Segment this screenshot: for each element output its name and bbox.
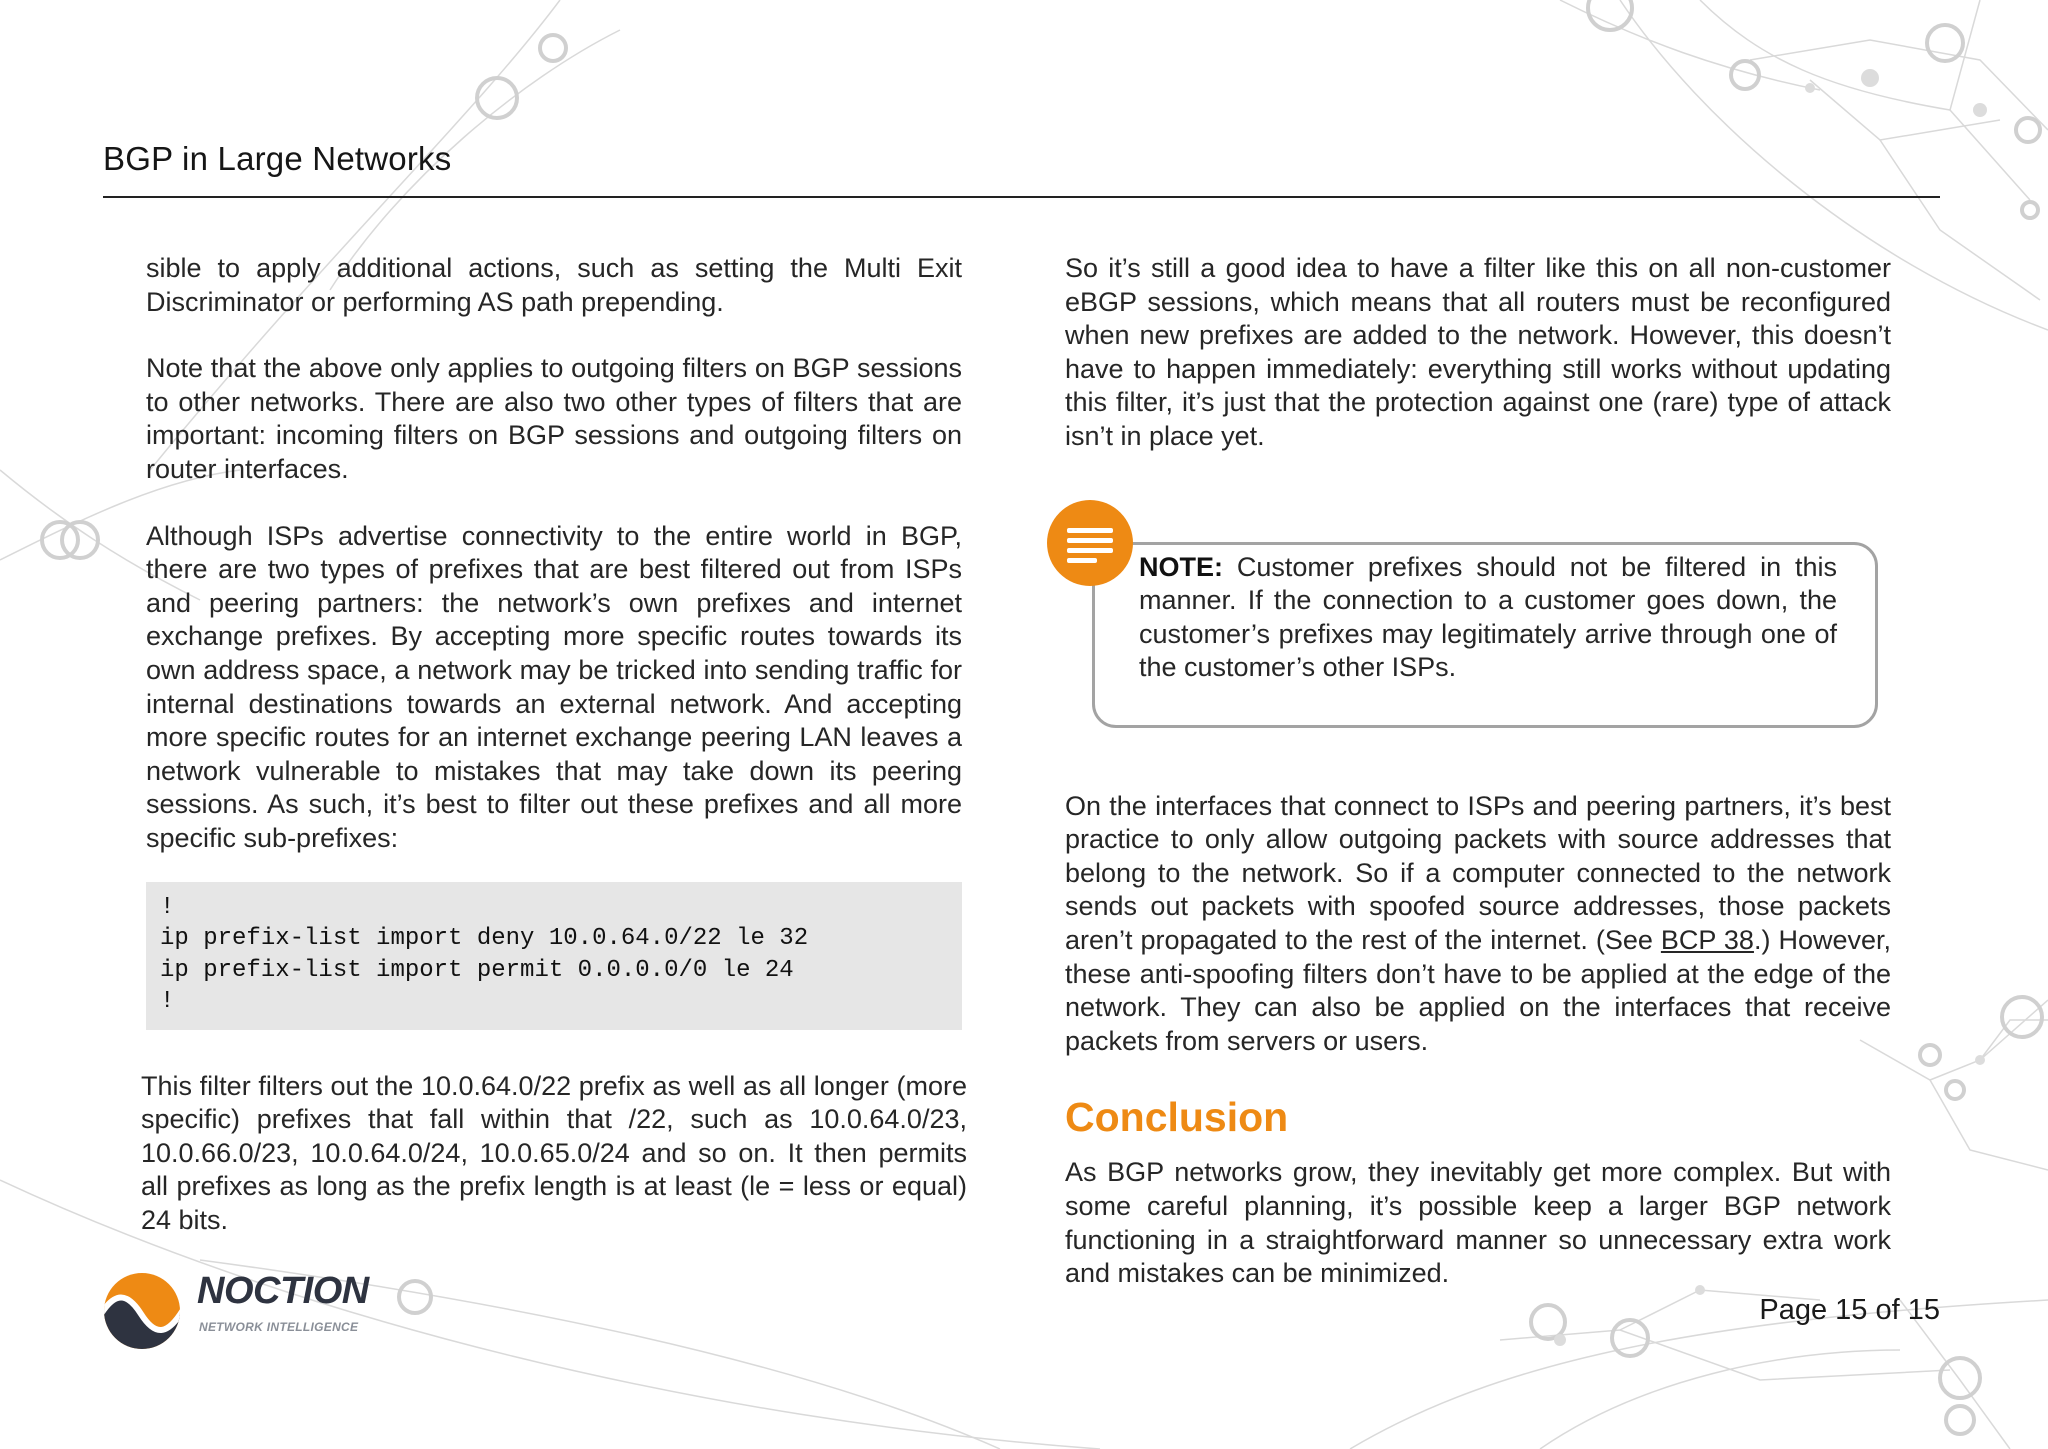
note-callout — [1065, 500, 1891, 696]
note-body: Customer prefixes should not be filtered in this manner. If the connection to a customer goes down, the customer’s prefixes may legitimately arrive through one of the customer’s other ISPs. — [1139, 551, 1837, 683]
paragraph: Note that the above only applies to outgoing filters on BGP sessions to other networks. There are also two other types of filters that are important: incoming filters on BGP sessions and outgoing filters on router interfaces. — [146, 353, 962, 484]
paragraph — [1065, 790, 1891, 1059]
bcp-38-link[interactable]: BCP 38 — [1660, 924, 1754, 955]
code-line: ! — [160, 988, 175, 1015]
code-line: ip prefix-list import deny 10.0.64.0/22 le 32 — [160, 925, 809, 952]
paragraph: Although ISPs advertise connectivity to the entire world in BGP, there are two types of prefixes that are best filtered out from ISPs and peering partners: the network’s own prefixes and internet exchange prefixes. By accepting more specific routes towards its own address space, a network may be tricked into sending traffic for internal destinations towards an external network. And accepting more specific routes for an internet exchange peering LAN leaves a network vulnerable to mistakes that may take down its peering sessions. As such, it’s best to filter out these prefixes and all more specific sub-prefixes: — [146, 520, 962, 853]
paragraph: So it’s still a good idea to have a filter like this on all non-customer eBGP sessions, which means that all routers must be reconfigured when new prefixes are added to the network. However, this doesn’t have to happen immediately: everything still works without updating this filter, it’s just that the protection against one (rare) type of attack isn’t in place yet. — [1065, 253, 1891, 451]
header-divider — [103, 196, 1940, 198]
paragraph-text: .) However, these anti-spoofing filters don’t have to be applied at the edge of the network. They can also be applied on the interfaces that receive packets from servers or users. — [1065, 924, 1891, 1056]
code-line: ip prefix-list import permit 0.0.0.0/0 le 24 — [160, 956, 794, 984]
code-line: ! — [160, 893, 175, 921]
paragraph: This filter filters out the 10.0.64.0/22 prefix as well as all longer (more specific) prefixes that fall within that /22, such as 10.0.64.0/23, 10.0.66.0/23, 10.0.64.0/24, 10.0.65.0/24 and so on. It then permits all prefixes as long as the prefix length is at least (le = less or equal) 24 bits. — [141, 1070, 967, 1235]
paragraph-text: On the interfaces that connect to ISPs and peering partners, it’s best practice to only allow outgoing packets with source addresses that belong to the network. So if a computer connected to the network sends out packets with spoofed source addresses, those packets aren’t propagated to the rest of the internet. (See — [1065, 790, 1891, 955]
page-number: Page 15 of 15 — [1759, 1294, 1940, 1326]
code-block — [146, 882, 962, 1030]
note-label: NOTE: — [1139, 551, 1223, 582]
paragraph: sible to apply additional actions, such as setting the Multi Exit Discriminator or performing AS path prepending. — [146, 253, 962, 317]
page-header-title: BGP in Large Networks — [103, 140, 452, 177]
noction-logo-icon — [101, 1270, 183, 1352]
note-lines-icon — [1047, 500, 1133, 586]
note-text — [1139, 551, 1837, 685]
logo-wordmark: NOCTION — [197, 1270, 369, 1312]
conclusion-heading: Conclusion — [1065, 1094, 1289, 1141]
right-column — [1065, 252, 1891, 1291]
noction-logo — [101, 1270, 391, 1352]
logo-tagline: NETWORK INTELLIGENCE — [199, 1320, 359, 1334]
left-column — [141, 252, 967, 1237]
conclusion-paragraph: As BGP networks grow, they inevitably get more complex. But with some careful planning, it’s possible keep a larger BGP network functioning in a straightforward manner so unnecessary extra work and mistakes can be minimized. — [1065, 1157, 1891, 1289]
